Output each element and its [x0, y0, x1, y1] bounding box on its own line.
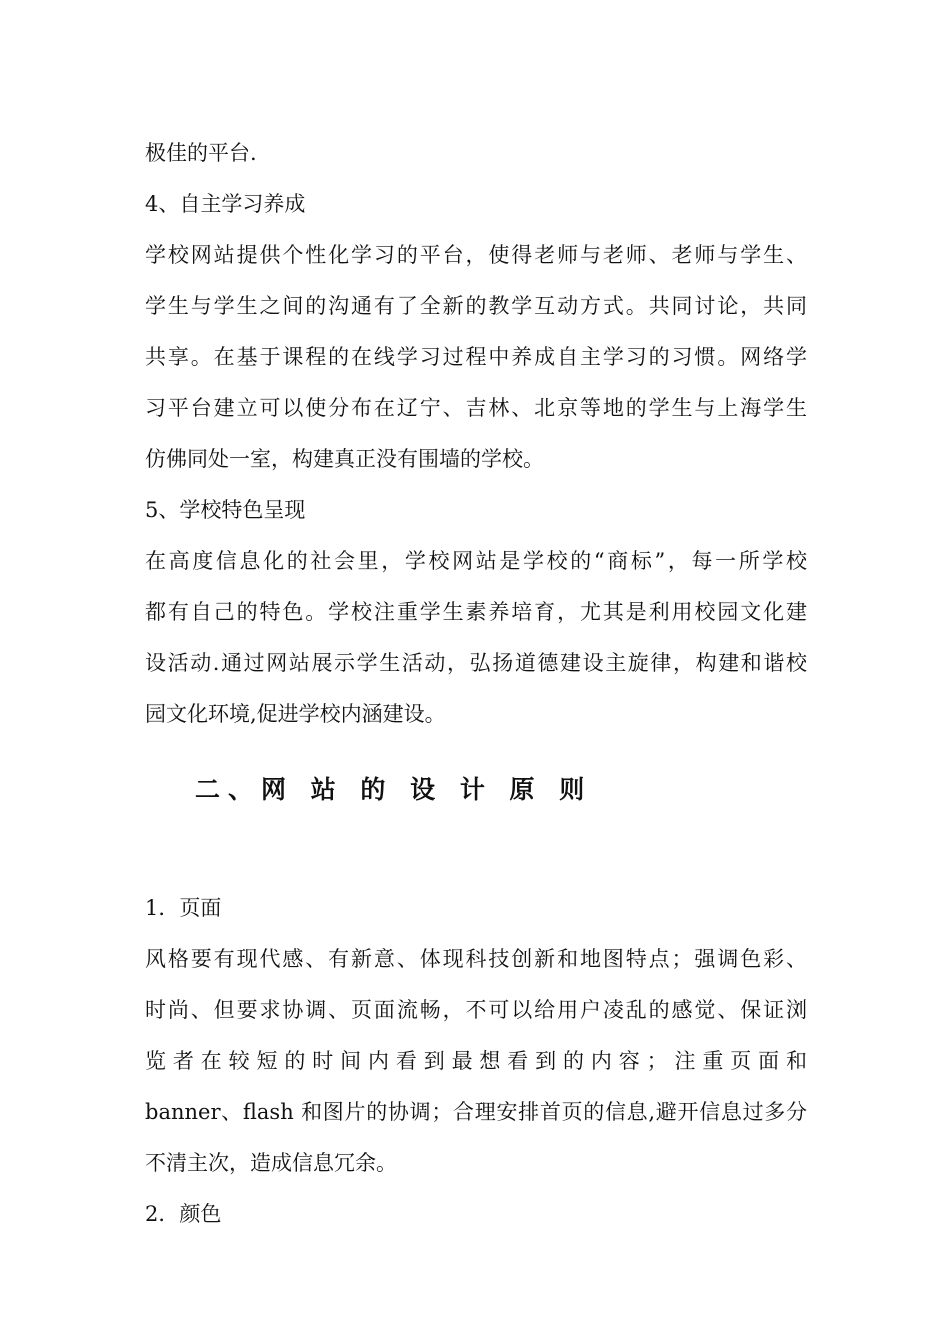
section-subtitle: 2．颜色 [145, 1202, 222, 1226]
section-subtitle: 4、自主学习养成 [145, 192, 306, 216]
paragraph-line: 极佳的平台. [145, 141, 257, 165]
paragraph-line: 不清主次，造成信息冗余。 [145, 1151, 397, 1175]
paragraph-line: 共享。在基于课程的在线学习过程中养成自主学习的习惯。网络学 [145, 345, 807, 369]
paragraph-line: 仿佛同处一室，构建真正没有围墙的学校。 [145, 447, 544, 471]
paragraph-line: 风格要有现代感、有新意、体现科技创新和地图特点；强调色彩、 [145, 947, 807, 971]
paragraph-line: 览者在较短的时间内看到最想看到的内容；注重页面和 [145, 1049, 807, 1073]
section-heading: 二、网 站 的 设 计 原 则 [195, 775, 593, 804]
paragraph-line: 习平台建立可以使分布在辽宁、吉林、北京等地的学生与上海学生 [145, 396, 807, 420]
paragraph-line: banner、flash 和图片的协调；合理安排首页的信息,避开信息过多分 [145, 1100, 807, 1124]
section-subtitle: 1．页面 [145, 896, 222, 920]
section-subtitle: 5、学校特色呈现 [145, 498, 306, 522]
paragraph-line: 设活动.通过网站展示学生活动，弘扬道德建设主旋律，构建和谐校 [145, 651, 807, 675]
paragraph-line: 学校网站提供个性化学习的平台，使得老师与老师、老师与学生、 [145, 243, 807, 267]
paragraph-line: 在高度信息化的社会里，学校网站是学校的“商标”，每一所学校 [145, 549, 807, 573]
paragraph-line: 都有自己的特色。学校注重学生素养培育，尤其是利用校园文化建 [145, 600, 807, 624]
paragraph-line: 学生与学生之间的沟通有了全新的教学互动方式。共同讨论，共同 [145, 294, 807, 318]
paragraph-line: 园文化环境,促进学校内涵建设。 [145, 702, 446, 726]
paragraph-line: 时尚、但要求协调、页面流畅，不可以给用户凌乱的感觉、保证浏 [145, 998, 807, 1022]
document-body [145, 128, 807, 1240]
